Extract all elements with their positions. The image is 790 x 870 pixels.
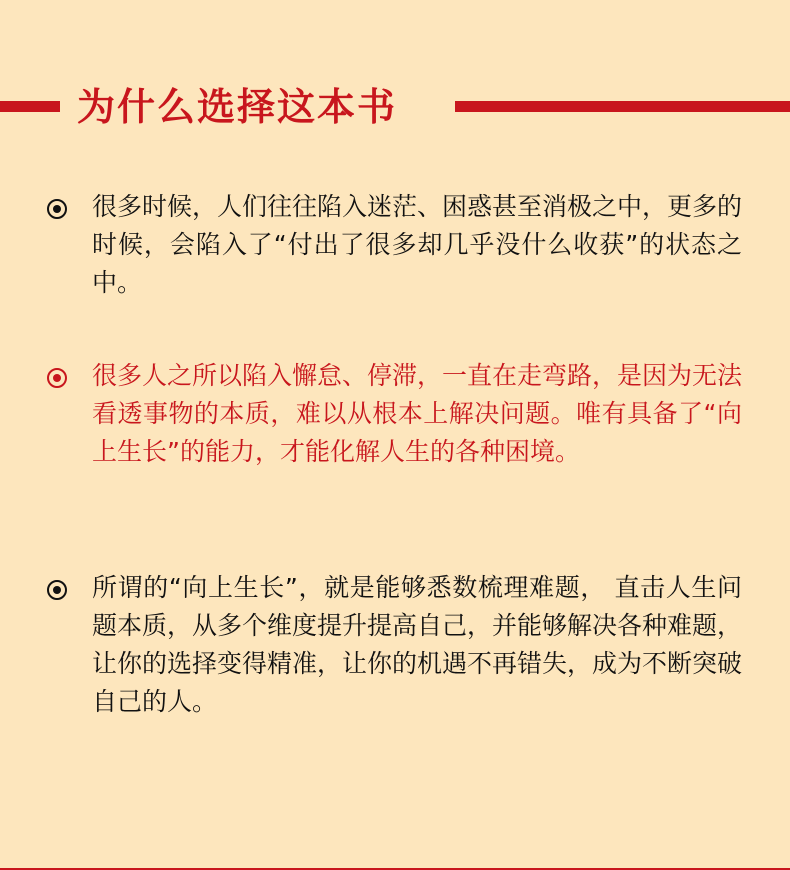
bullet-icon bbox=[47, 580, 67, 600]
item-text: 很多人之所以陷入懈怠、停滞，一直在走弯路，是因为无法看透事物的本质，难以从根本上解决问题。唯有具备了“向上生长”的能力，才能化解人生的各种困境。 bbox=[92, 361, 743, 466]
section-heading bbox=[0, 78, 790, 138]
item-text: 所谓的“向上生长”，就是能够悉数梳理难题， 直击人生问题本质，从多个维度提升提高自己，并能够解决各种难题，让你的选择变得精准，让你的机遇不再错失，成为不断突破自己的人。 bbox=[92, 573, 743, 716]
heading-rule-right bbox=[455, 101, 790, 112]
bullet-icon bbox=[47, 199, 67, 219]
item-text: 很多时候，人们往往陷入迷茫、困惑甚至消极之中，更多的时候，会陷入了“付出了很多却几乎没什么收获”的状态之中。 bbox=[92, 192, 743, 297]
heading-rule-left bbox=[0, 101, 60, 112]
page-title: 为什么选择这本书 bbox=[77, 85, 398, 129]
bullet-icon bbox=[47, 368, 67, 388]
